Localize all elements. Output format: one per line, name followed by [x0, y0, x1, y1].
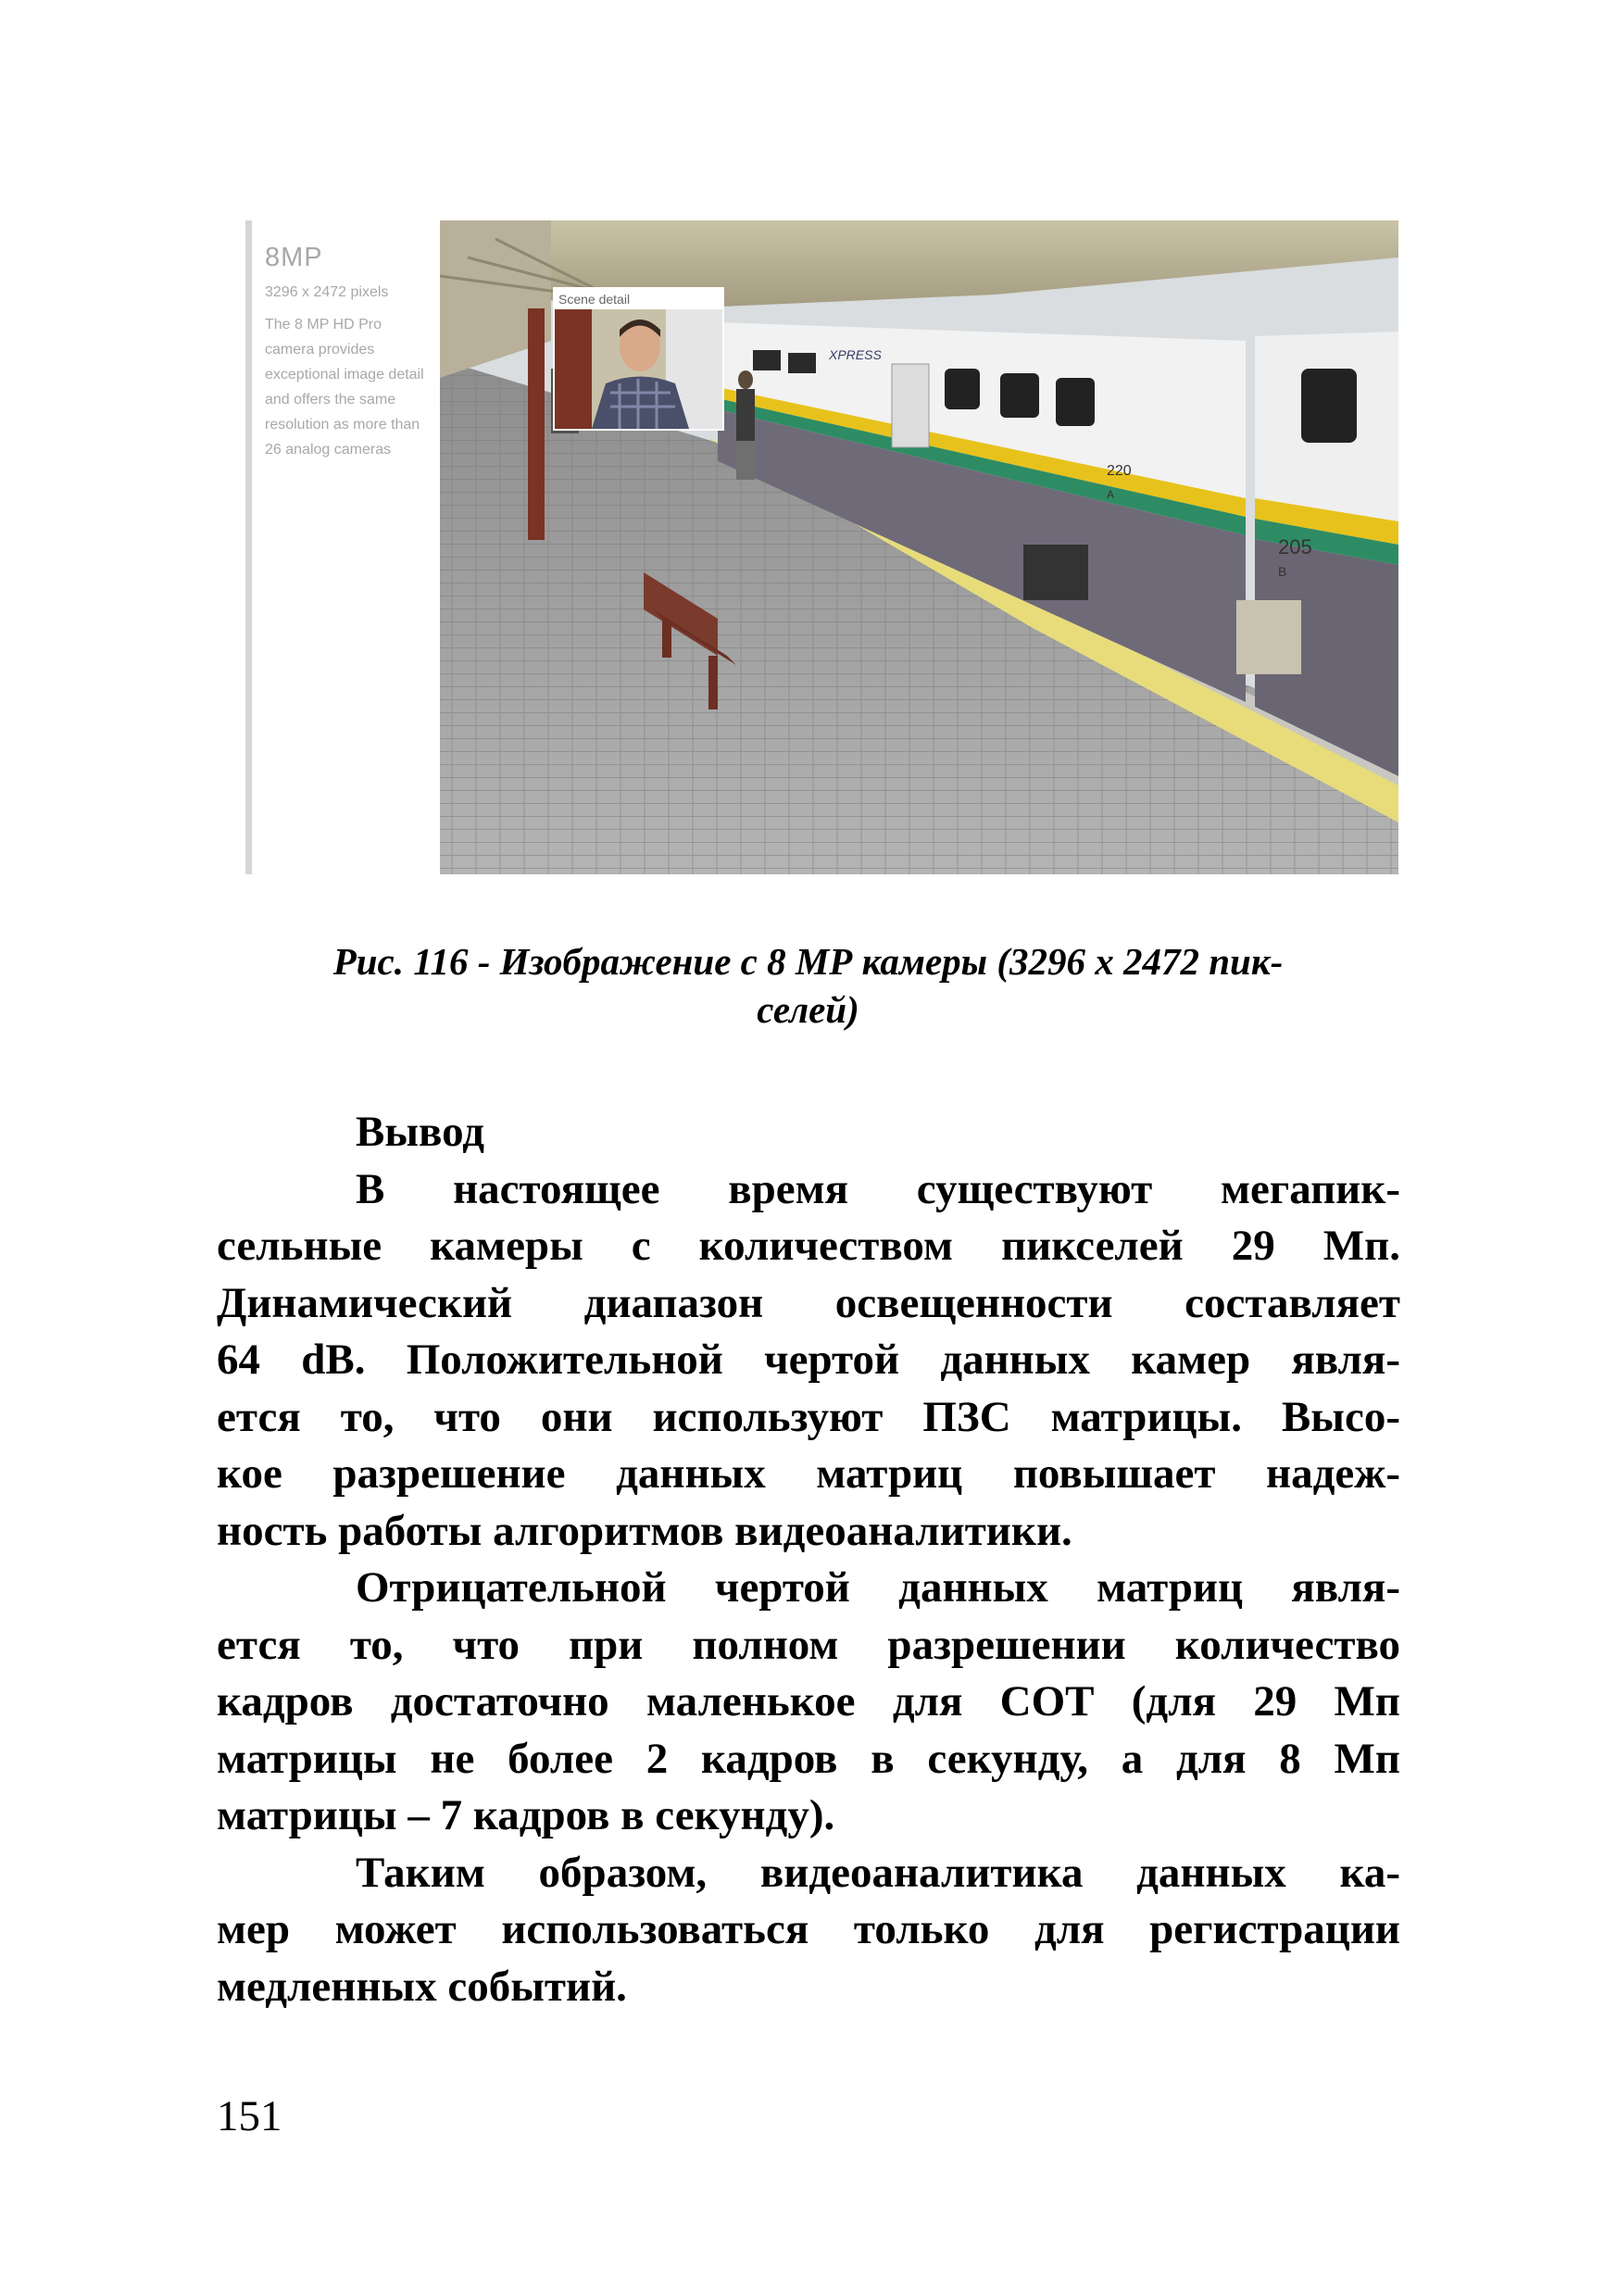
paragraph-line: сельные камеры с количеством пикселей 29 Мп. [217, 1222, 1400, 1270]
camera-description: The 8 MP HD Pro camera provides exceptional image detail and offers the same resolution as more than 26 analog cameras [265, 317, 424, 458]
train-number-1: 220 [1107, 463, 1132, 479]
paragraph-line: ется то, что они используют ПЗС матрицы. Высо- [217, 1392, 1400, 1441]
scene-detail-drawing [555, 309, 722, 429]
conclusion-section [217, 1104, 1400, 2015]
figure [245, 220, 1398, 874]
scene-detail-box [553, 287, 724, 431]
caption-line-2: селей) [757, 988, 859, 1031]
paragraph-line: Динамический диапазон освещенности составляет [217, 1278, 1400, 1327]
train-letter-1: A [1107, 488, 1115, 501]
train-number-2: 205 [1278, 535, 1312, 558]
station-photo [440, 220, 1398, 874]
resolution-pixels: 3296 x 2472 pixels [265, 284, 389, 300]
paragraph-line: медленных событий. [217, 1962, 627, 2011]
figure-side-panel [252, 220, 440, 874]
paragraph-line: ность работы алгоритмов видеоаналитики. [217, 1506, 1072, 1555]
paragraph-line: матрицы не более 2 кадров в секунду, а для 8 Мп [217, 1734, 1400, 1783]
paragraph-line: В настоящее время существуют мегапик- [356, 1164, 1400, 1213]
paragraph-line: 64 dB. Положительной чертой данных камер явля- [217, 1336, 1400, 1384]
section-heading: Вывод [356, 1108, 485, 1156]
paragraph-line: Таким образом, видеоаналитика данных ка- [356, 1848, 1400, 1897]
resolution-title: 8MP [265, 243, 323, 272]
train-letter-2: B [1278, 564, 1287, 579]
paragraph-line: кое разрешение данных матриц повышает надеж- [217, 1449, 1400, 1498]
paragraph-line: кадров достаточно маленькое для СОТ (для 29 Мп [217, 1677, 1400, 1725]
scene-detail-label: Scene detail [558, 292, 631, 307]
scene-detail-crop [555, 309, 722, 429]
page-number: 151 [217, 2092, 282, 2140]
paragraph-line: Отрицательной чертой данных матриц явля- [356, 1563, 1400, 1612]
paragraph-line: мер может использоваться только для регистрации [217, 1905, 1400, 1953]
figure-caption [185, 937, 1431, 1034]
paragraph-line: матрицы – 7 кадров в секунду). [217, 1791, 835, 1839]
paragraph-line: ется то, что при полном разрешении количество [217, 1620, 1400, 1669]
caption-line-1: Рис. 116 - Изображение с 8 МР камеры (3296 х 2472 пик- [332, 940, 1284, 983]
train-logo: XPRESS [829, 347, 882, 362]
